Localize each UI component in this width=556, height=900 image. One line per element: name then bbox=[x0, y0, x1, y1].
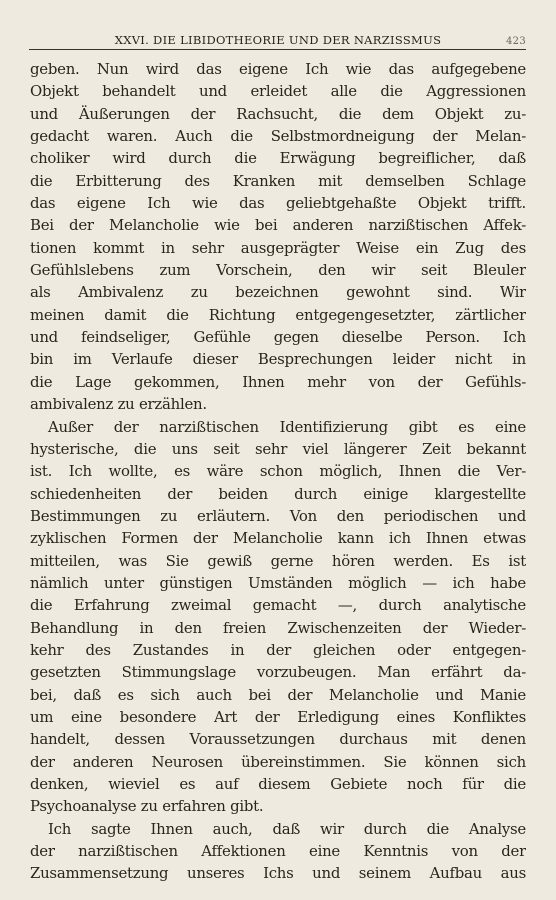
text-line: gedacht waren. Auch die Selbstmordneigung der Melan- bbox=[30, 127, 526, 146]
text-line: denken, wieviel es auf diesem Gebiete noch für die bbox=[30, 775, 526, 793]
text-line: Ich sagte Ihnen auch, daß wir durch die Analyse bbox=[48, 819, 526, 838]
text-line: mitteilen, was Sie gewiß gerne hören werden. Es ist bbox=[30, 551, 526, 570]
text-line: ist. Ich wollte, es wäre schon möglich, Ihnen die Ver- bbox=[30, 462, 526, 481]
text-line: Behandlung in den freien Zwischenzeiten der Wieder- bbox=[30, 618, 526, 637]
text-line: die Erbitterung des Kranken mit demselben Schlage bbox=[30, 171, 526, 190]
text-line: tionen kommt in sehr ausgeprägter Weise ein Zug des bbox=[30, 238, 526, 257]
text-line: ambivalenz zu erzählen. bbox=[30, 395, 207, 414]
text-line: geben. Nun wird das eigene Ich wie das aufgegebene bbox=[30, 60, 526, 78]
text-line: Bei der Melancholie wie bei anderen narzißtischen Affek- bbox=[30, 216, 526, 235]
text-line: um eine besondere Art der Erledigung eines Konfliktes bbox=[30, 707, 526, 726]
text-line: gesetzten Stimmungslage vorzubeugen. Man erfährt da- bbox=[30, 663, 526, 682]
paragraph bbox=[30, 416, 526, 818]
text-line: der narzißtischen Affektionen eine Kenntnis von der bbox=[30, 842, 526, 861]
running-title: XXVI. DIE LIBIDOTHEORIE UND DER NARZISSMUS bbox=[114, 33, 442, 47]
header-rule bbox=[29, 49, 526, 50]
text-line: bin im Verlaufe dieser Besprechungen leider nicht in bbox=[30, 350, 526, 369]
text-line: die Erfahrung zweimal gemacht —, durch analytische bbox=[30, 596, 526, 615]
text-line: das eigene Ich wie das geliebtgehaßte Objekt trifft. bbox=[30, 194, 526, 213]
running-header bbox=[30, 33, 526, 47]
text-line: und feindseliger, Gefühle gegen dieselbe Person. Ich bbox=[30, 328, 526, 347]
paragraph bbox=[30, 58, 526, 416]
text-line: und Äußerungen der Rachsucht, die dem Objekt zu- bbox=[30, 104, 526, 123]
page-number: 423 bbox=[506, 36, 526, 47]
text-line: Außer der narzißtischen Identifizierung gibt es eine bbox=[48, 417, 526, 436]
text-line: Gefühlslebens zum Vorschein, den wir seit Bleuler bbox=[30, 261, 526, 280]
text-line: meinen damit die Richtung entgegengesetzter, zärtlicher bbox=[30, 305, 526, 324]
text-line: der anderen Neurosen übereinstimmen. Sie können sich bbox=[30, 752, 526, 771]
text-line: Zusammensetzung unseres Ichs und seinem Aufbau aus bbox=[30, 864, 526, 883]
text-line: die Lage gekommen, Ihnen mehr von der Gefühls- bbox=[30, 372, 526, 391]
text-line: handelt, dessen Voraussetzungen durchaus mit denen bbox=[30, 730, 526, 749]
text-line: zyklischen Formen der Melancholie kann ich Ihnen etwas bbox=[30, 529, 526, 548]
text-line: Bestimmungen zu erläutern. Von den periodischen und bbox=[30, 506, 526, 525]
text-line: kehr des Zustandes in der gleichen oder entgegen- bbox=[30, 640, 526, 659]
text-line: Objekt behandelt und erleidet alle die Aggressionen bbox=[30, 82, 526, 101]
text-line: bei, daß es sich auch bei der Melancholie und Manie bbox=[30, 685, 526, 704]
body-text bbox=[30, 58, 526, 885]
text-line: als Ambivalenz zu bezeichnen gewohnt sind. Wir bbox=[30, 283, 526, 302]
text-line: choliker wird durch die Erwägung begreiflicher, daß bbox=[30, 149, 526, 168]
paragraph bbox=[30, 818, 526, 885]
text-line: hysterische, die uns seit sehr viel längerer Zeit bekannt bbox=[30, 439, 526, 458]
text-line: nämlich unter günstigen Umständen möglich — ich habe bbox=[30, 573, 526, 592]
text-line: Psychoanalyse zu erfahren gibt. bbox=[30, 797, 264, 816]
text-line: schiedenheiten der beiden durch einige klargestellte bbox=[30, 484, 526, 503]
